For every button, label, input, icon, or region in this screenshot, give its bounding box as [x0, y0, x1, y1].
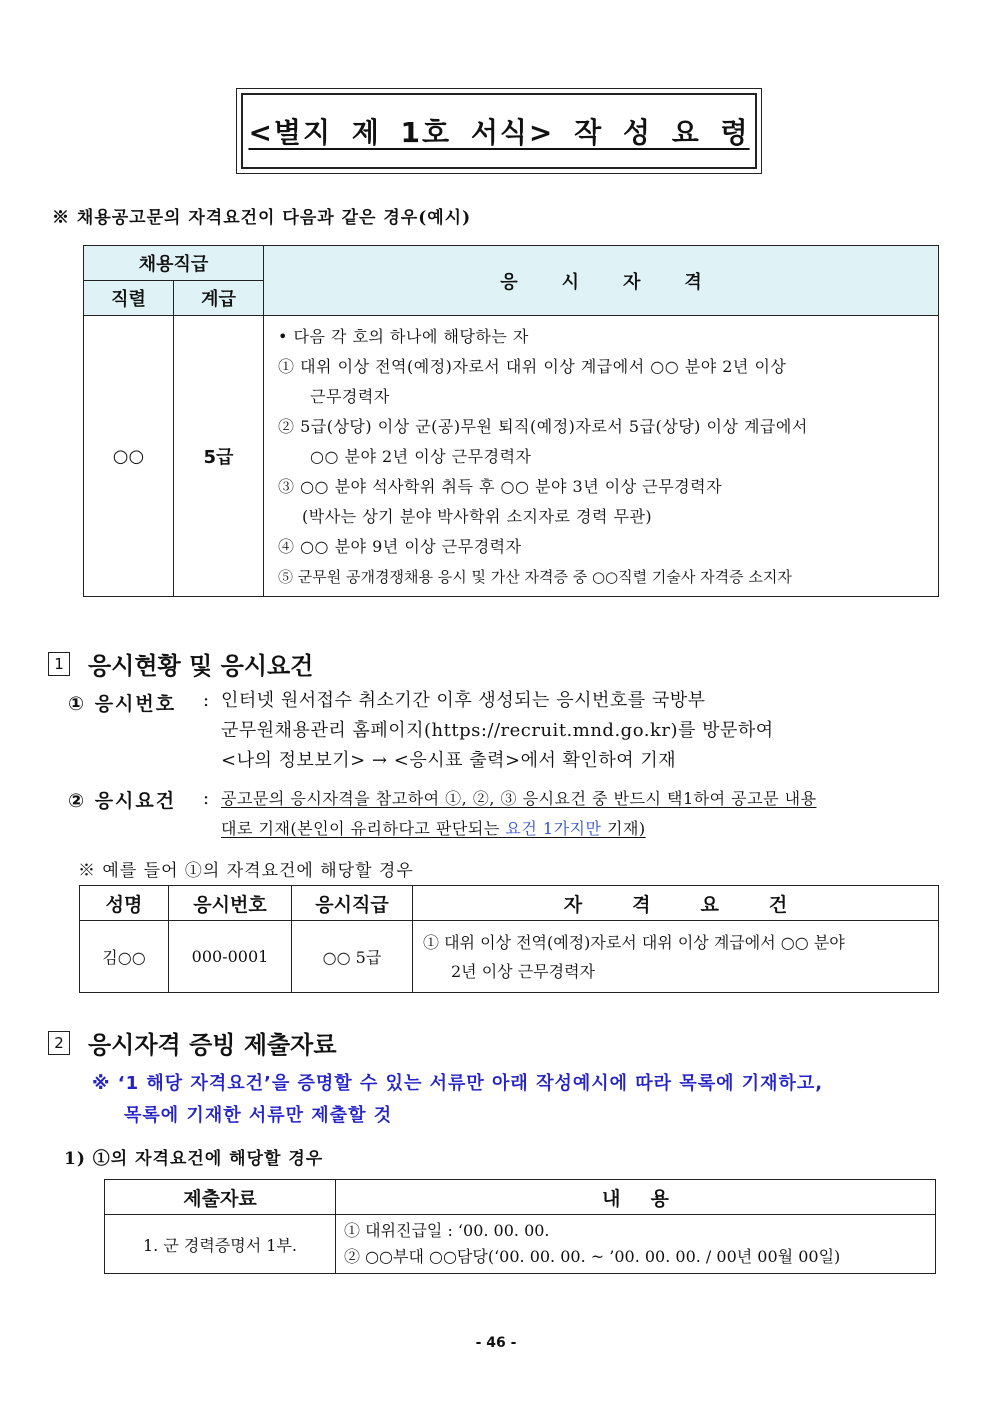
header-docs: 제출자료	[105, 1180, 336, 1215]
qualification-line: (박사는 상기 분야 박사학위 소지자로 경력 무관)	[302, 507, 653, 526]
text-line: ① 대위진급일 : ‘00. 00. 00.	[344, 1221, 550, 1240]
header-series: 직렬	[84, 281, 174, 316]
item-requirement-label: ② 응시요건	[68, 790, 177, 812]
qualification-line: ③ ○○ 분야 석사학위 취득 후 ○○ 분야 3년 이상 근무경력자	[278, 477, 723, 496]
text-line: 2년 이상 근무경력자	[451, 961, 595, 981]
text-line: 공고문의 응시자격을 참고하여 ①, ②, ③ 응시요건 중 반드시 택1하여 공고문 내용	[221, 789, 817, 808]
note-line: ※ ‘1 해당 자격요건’을 증명할 수 있는 서류만 아래 작성예시에 따라 목록에 기재하고,	[92, 1073, 824, 1094]
text-span: 대로 기재(본인이 유리하다고 판단되는	[221, 819, 506, 838]
submission-table	[104, 1179, 936, 1274]
content-cell	[336, 1215, 936, 1274]
qualification-line: ⑤ 군무원 공개경쟁채용 응시 및 가산 자격증 중 ○○직렬 기술사 자격증 소지자	[278, 568, 792, 586]
title-box	[236, 88, 762, 174]
qualification-line: ○○ 분야 2년 이상 근무경력자	[310, 447, 532, 466]
app-grade-cell: ○○ 5급	[292, 921, 413, 993]
section-2-heading	[48, 1025, 337, 1060]
section-number-box: 1	[48, 652, 70, 676]
qualification-cell	[264, 316, 939, 597]
sub-heading: 1) ①의 자격요건에 해당할 경우	[64, 1149, 324, 1169]
item-application-number-label: ① 응시번호	[68, 693, 177, 715]
header-qualification: 자격요건	[413, 886, 939, 921]
header-app-number: 응시번호	[169, 886, 292, 921]
text-line: ② ○○부대 ○○담당(‘00. 00. 00. ~ ’00. 00. 00. / 00년 00월 00일)	[344, 1247, 841, 1266]
example-note: ※ 채용공고문의 자격요건이 다음과 같은 경우(예시)	[52, 208, 472, 228]
section-number-box: 2	[48, 1031, 70, 1055]
qualification-line: ④ ○○ 분야 9년 이상 근무경력자	[278, 537, 522, 556]
series-cell: ○○	[84, 316, 174, 597]
applicant-example-table	[79, 885, 939, 993]
example-note-2: ※ 예를 들어 ①의 자격요건에 해당할 경우	[78, 861, 414, 881]
text-span: 기재)	[601, 819, 646, 838]
document-title: <별지 제 1호 서식> 작 성 요 령	[248, 116, 750, 149]
doc-cell: 1. 군 경력증명서 1부.	[105, 1215, 336, 1274]
section-title: 응시자격 증빙 제출자료	[88, 1031, 337, 1059]
header-qualification: 응시자격	[264, 246, 939, 316]
qualification-line: ① 대위 이상 전역(예정)자로서 대위 이상 계급에서 ○○ 분야 2년 이상	[278, 357, 787, 376]
qualification-line: 근무경력자	[310, 387, 390, 406]
example-qualification-table	[83, 245, 939, 597]
section-1-heading	[48, 646, 313, 681]
header-name: 성명	[80, 886, 169, 921]
qualification-cell	[413, 921, 939, 993]
qualification-line: • 다음 각 호의 하나에 해당하는 자	[278, 327, 529, 346]
text-line: 인터넷 원서접수 취소기간 이후 생성되는 응시번호를 국방부	[221, 690, 706, 711]
highlight-text: 요건 1가지만	[505, 819, 602, 838]
qualification-line: ② 5급(상당) 이상 군(공)무원 퇴직(예정)자로서 5급(상당) 이상 계급에서	[278, 417, 808, 436]
name-cell: 김○○	[80, 921, 169, 993]
header-content: 내용	[336, 1180, 936, 1215]
colon: :	[203, 690, 210, 711]
grade-cell: 5급	[174, 316, 264, 597]
note-line: 목록에 기재한 서류만 제출할 것	[124, 1105, 393, 1126]
submission-note	[92, 1068, 823, 1132]
item-requirement-text	[221, 784, 817, 844]
section-title: 응시현황 및 응시요건	[88, 652, 314, 680]
header-grade: 계급	[174, 281, 264, 316]
page-number: - 46 -	[475, 1335, 517, 1351]
text-line: ① 대위 이상 전역(예정)자로서 대위 이상 계급에서 ○○ 분야	[423, 932, 845, 952]
header-recruit-grade: 채용직급	[84, 246, 264, 281]
text-line	[221, 814, 817, 844]
app-number-cell: 000-0001	[169, 921, 292, 993]
text-line: <나의 정보보기> → <응시표 출력>에서 확인하여 기재	[221, 750, 677, 771]
text-line: 군무원채용관리 홈페이지(https://recruit.mnd.go.kr)를 방문하여	[221, 720, 774, 741]
item-application-number-text	[221, 686, 774, 776]
header-app-grade: 응시직급	[292, 886, 413, 921]
colon: :	[203, 788, 210, 809]
